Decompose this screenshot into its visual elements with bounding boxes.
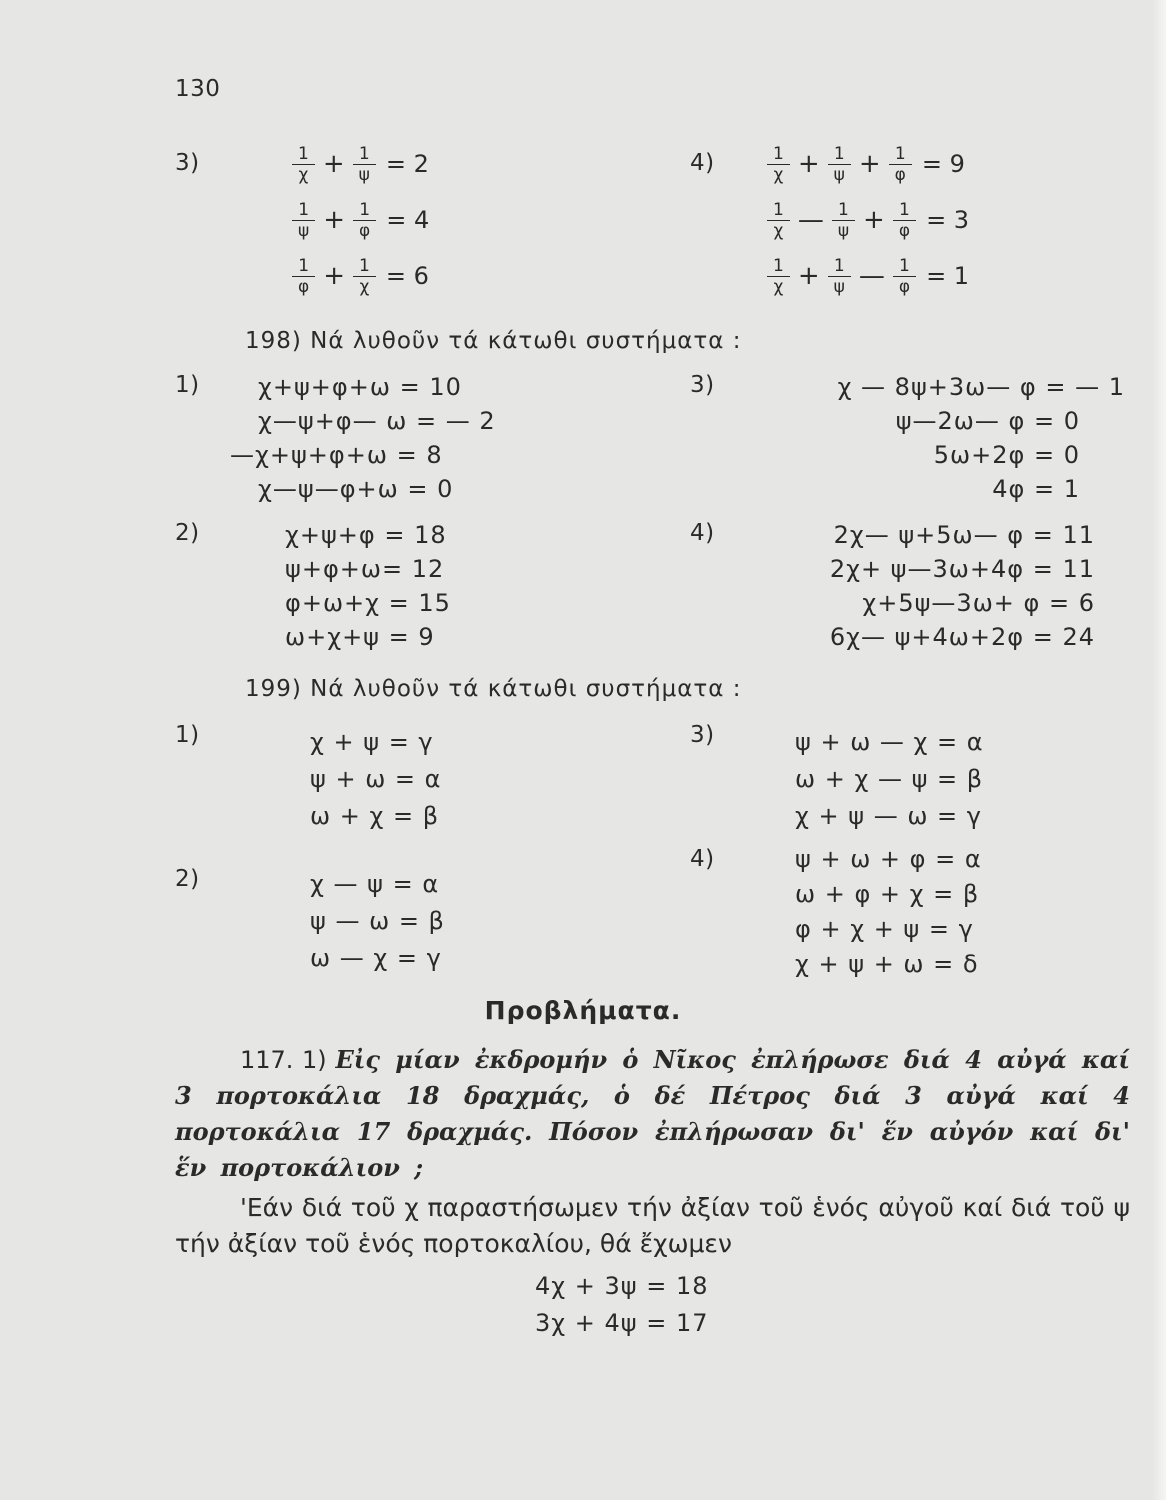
system-label: 3) bbox=[690, 372, 715, 398]
operator: + bbox=[797, 261, 820, 291]
system-199-4 bbox=[795, 842, 982, 982]
equation: ψ+φ+ω= 12 bbox=[285, 555, 445, 583]
equation: ψ—2ω— φ = 0 bbox=[895, 407, 1080, 435]
equation: χ—ψ—φ+ω = 0 bbox=[258, 475, 454, 503]
numerator: 1 bbox=[767, 256, 790, 277]
numerator: 1 bbox=[828, 256, 851, 277]
equation: χ + ψ — ω = γ bbox=[795, 802, 982, 830]
operator: + bbox=[863, 205, 885, 235]
numerator: 1 bbox=[353, 144, 376, 165]
system-label: 2) bbox=[175, 520, 200, 546]
system-199-1 bbox=[310, 724, 441, 835]
denominator: φ bbox=[898, 220, 911, 241]
system-199-2 bbox=[310, 866, 445, 977]
equation: ψ + ω — χ = α bbox=[795, 728, 984, 756]
denominator: φ bbox=[298, 276, 310, 297]
system-label: 4) bbox=[690, 520, 715, 546]
fraction bbox=[832, 200, 855, 241]
fraction-system-4 bbox=[765, 136, 969, 304]
fraction bbox=[767, 144, 790, 185]
system-198-1 bbox=[230, 370, 530, 506]
system-label: 2) bbox=[175, 866, 200, 892]
equation: χ+ψ+φ = 18 bbox=[285, 521, 447, 549]
denominator: φ bbox=[894, 164, 906, 185]
fraction bbox=[292, 256, 315, 297]
system-199-3 bbox=[795, 724, 984, 835]
equation: χ + ψ + ω = δ bbox=[795, 950, 979, 978]
denominator: ψ bbox=[833, 276, 845, 297]
numerator: 1 bbox=[292, 144, 315, 165]
equation: 2χ+ ψ—3ω+4φ = 11 bbox=[829, 555, 1095, 583]
section-198-title: 198) Νά λυθοῦν τά κάτωθι συστήματα : bbox=[245, 328, 742, 354]
equation: ω+χ+ψ = 9 bbox=[285, 623, 435, 651]
numerator: 1 bbox=[353, 256, 376, 277]
problems-heading: Προβλήματα. bbox=[484, 996, 682, 1025]
equation: 3χ + 4ψ = 17 bbox=[535, 1309, 709, 1337]
right-hand-side: = 4 bbox=[386, 206, 430, 234]
problem-statement: Εἰς μίαν ἐκδρομήν ὁ Νῖκος ἐπλήρωσε διά 4 αὐγά καί 3 πορτοκάλια 18 δραχμάς, ὁ δέ Πέτρος διά 3 αὐγά καί 4 πορτοκάλια 17 δραχμάς. Πόσον ἐπλήρωσαν δι' ἕν αὐγόν καί δι' ἕν πορτοκάλιον ; bbox=[175, 1045, 1131, 1182]
numerator: 1 bbox=[353, 200, 376, 221]
denominator: χ bbox=[359, 276, 370, 297]
equation: φ + χ + ψ = γ bbox=[795, 915, 974, 943]
right-hand-side: = 3 bbox=[926, 206, 970, 234]
fraction bbox=[292, 144, 315, 185]
equation: ω + φ + χ = β bbox=[795, 880, 980, 908]
fraction bbox=[353, 200, 376, 241]
denominator: ψ bbox=[358, 164, 370, 185]
operator: — bbox=[797, 205, 824, 235]
section-199-title: 199) Νά λυθοῦν τά κάτωθι συστήματα : bbox=[245, 676, 742, 702]
equation: χ+ψ+φ+ω = 10 bbox=[258, 373, 462, 401]
fraction-equation bbox=[765, 192, 969, 248]
system-label: 3) bbox=[175, 150, 200, 176]
page-number: 130 bbox=[175, 76, 221, 102]
equation: ψ — ω = β bbox=[310, 907, 445, 935]
denominator: φ bbox=[898, 276, 911, 297]
equation: ψ + ω + φ = α bbox=[795, 845, 982, 873]
equation: χ—ψ+φ— ω = — 2 bbox=[258, 407, 496, 435]
equation: 5ω+2φ = 0 bbox=[933, 441, 1080, 469]
right-hand-side: = 1 bbox=[926, 262, 970, 290]
fraction-system-3 bbox=[290, 136, 429, 304]
fraction bbox=[828, 256, 851, 297]
denominator: χ bbox=[298, 164, 309, 185]
fraction-equation bbox=[290, 192, 429, 248]
equation: 4φ = 1 bbox=[992, 475, 1080, 503]
problem-equations bbox=[535, 1268, 709, 1342]
operator: + bbox=[797, 149, 820, 179]
denominator: φ bbox=[359, 220, 371, 241]
fraction-equation bbox=[290, 136, 429, 192]
problem-117 bbox=[175, 1042, 1130, 1186]
fraction bbox=[353, 256, 376, 297]
equation: ψ + ω = α bbox=[310, 765, 442, 793]
equation: 6χ— ψ+4ω+2φ = 24 bbox=[829, 623, 1095, 651]
fraction bbox=[767, 200, 790, 241]
right-hand-side: = 6 bbox=[385, 262, 429, 290]
numerator: 1 bbox=[767, 200, 790, 221]
fraction-equation bbox=[765, 248, 969, 304]
equation: ω — χ = γ bbox=[310, 944, 442, 972]
system-198-3 bbox=[760, 370, 1125, 506]
problem-number: 117. 1) bbox=[240, 1046, 327, 1074]
fraction bbox=[893, 200, 916, 241]
fraction-equation bbox=[765, 136, 969, 192]
denominator: ψ bbox=[298, 220, 310, 241]
denominator: χ bbox=[773, 164, 784, 185]
system-label: 4) bbox=[690, 150, 715, 176]
system-label: 3) bbox=[690, 722, 715, 748]
equation: χ + ψ = γ bbox=[310, 728, 434, 756]
operator: — bbox=[858, 261, 885, 291]
fraction-equation bbox=[290, 248, 429, 304]
fraction bbox=[893, 256, 916, 297]
numerator: 1 bbox=[292, 256, 315, 277]
denominator: ψ bbox=[837, 220, 850, 241]
numerator: 1 bbox=[292, 200, 315, 221]
system-label: 1) bbox=[175, 372, 200, 398]
system-label: 1) bbox=[175, 722, 200, 748]
fraction bbox=[767, 256, 790, 297]
denominator: ψ bbox=[833, 164, 845, 185]
numerator: 1 bbox=[832, 200, 855, 221]
denominator: χ bbox=[773, 220, 784, 241]
equation: χ — 8ψ+3ω— φ = — 1 bbox=[837, 373, 1125, 401]
fraction bbox=[889, 144, 912, 185]
right-hand-side: = 9 bbox=[921, 150, 965, 178]
numerator: 1 bbox=[828, 144, 851, 165]
equation: —χ+ψ+φ+ω = 8 bbox=[230, 441, 443, 469]
system-198-4 bbox=[745, 518, 1095, 654]
numerator: 1 bbox=[767, 144, 790, 165]
equation: ω + χ — ψ = β bbox=[795, 765, 984, 793]
operator: + bbox=[322, 149, 345, 179]
operator: + bbox=[323, 261, 346, 291]
fraction bbox=[828, 144, 851, 185]
equation: χ — ψ = α bbox=[310, 870, 440, 898]
equation: φ+ω+χ = 15 bbox=[285, 589, 451, 617]
operator: + bbox=[858, 149, 881, 179]
problem-explanation: 'Εάν διά τοῦ χ παραστήσωμεν τήν ἀξίαν τοῦ ἑνός αὐγοῦ καί διά τοῦ ψ τήν ἀξίαν τοῦ ἑνός πορτοκαλίου, θά ἔχωμεν bbox=[175, 1193, 1130, 1258]
system-label: 4) bbox=[690, 846, 715, 872]
fraction bbox=[353, 144, 376, 185]
equation: 4χ + 3ψ = 18 bbox=[535, 1272, 709, 1300]
fraction bbox=[292, 200, 315, 241]
equation: ω + χ = β bbox=[310, 802, 440, 830]
equation: χ+5ψ—3ω+ φ = 6 bbox=[862, 589, 1095, 617]
system-198-2 bbox=[285, 518, 505, 654]
numerator: 1 bbox=[889, 144, 912, 165]
right-hand-side: = 2 bbox=[385, 150, 429, 178]
denominator: χ bbox=[773, 276, 784, 297]
page-edge bbox=[1152, 0, 1166, 1500]
operator: + bbox=[323, 205, 346, 235]
numerator: 1 bbox=[893, 200, 916, 221]
equation: 2χ— ψ+5ω— φ = 11 bbox=[833, 521, 1095, 549]
numerator: 1 bbox=[893, 256, 916, 277]
